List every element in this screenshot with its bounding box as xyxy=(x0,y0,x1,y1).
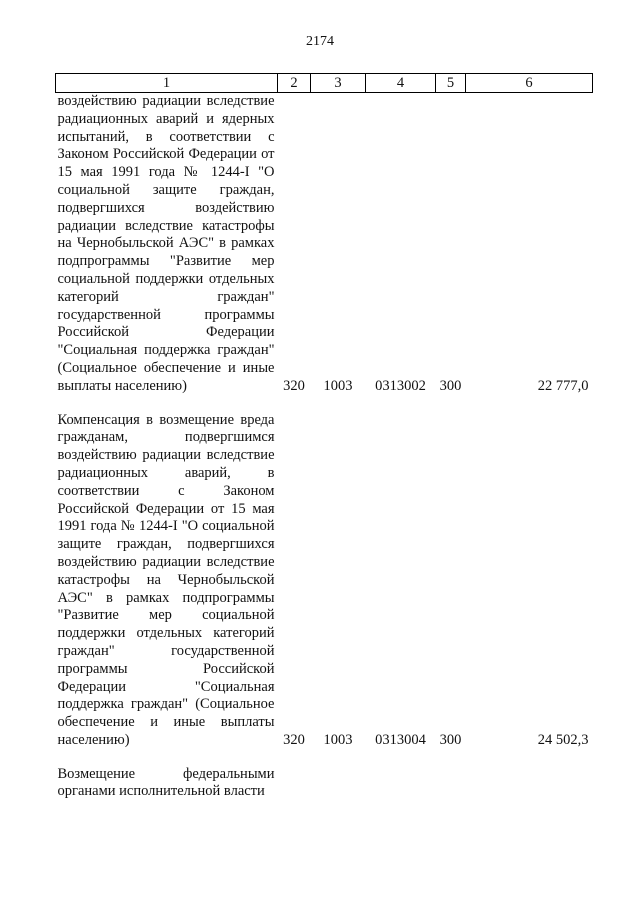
row-section-code: 1003 xyxy=(323,731,353,748)
budget-table xyxy=(55,73,593,801)
column-header-2: 2 xyxy=(278,74,311,93)
table-row xyxy=(56,766,593,802)
column-header-5: 5 xyxy=(436,74,466,93)
table-row xyxy=(56,93,593,396)
page-number: 2174 xyxy=(306,34,334,49)
row-ministry-code xyxy=(278,766,311,802)
row-section-code xyxy=(311,766,366,802)
row-target-code: 0313002 xyxy=(375,377,426,394)
row-amount xyxy=(466,766,593,802)
column-header-4: 4 xyxy=(366,74,436,93)
row-spacer xyxy=(56,750,593,766)
row-spacer xyxy=(56,396,593,412)
row-expense-type: 300 xyxy=(439,377,462,394)
row-ministry-code: 320 xyxy=(283,731,305,748)
row-ministry-code: 320 xyxy=(283,377,305,394)
row-description: воздействию радиации вследствие радиационных аварий и ядерных испытаний, в соответствии с Законом Российской Федерации от 15 мая 1991 года № 1244-I "О социальной защите граждан, подвергшихся воздействию радиации вследствие катастрофы на Чернобыльской АЭС" в рамках подпрограммы "Развитие мер социальной поддержки отдельных категорий граждан" государственной программы Российской Федерации "Социальная поддержка граждан" (Социальное обеспечение и иные выплаты населению) xyxy=(57,93,275,394)
row-section-code: 1003 xyxy=(323,377,353,394)
row-target-code: 0313004 xyxy=(375,731,426,748)
row-target-code xyxy=(366,766,436,802)
row-amount: 22 777,0 xyxy=(537,377,589,394)
row-description: Компенсация в возмещение вреда гражданам, подвергшимся воздействию радиации вследствие радиационных аварий, в соответствии с Законом Российской Федерации от 15 мая 1991 года № 1244-I "О социальной защите граждан, подвергшихся воздействию радиации вследствие катастрофы на Чернобыльской АЭС" в рамках подпрограммы "Развитие мер социальной поддержки отдельных категорий граждан" государственной программы Российской Федерации "Социальная поддержка граждан" (Социальное обеспечение и иные выплаты населению) xyxy=(57,411,275,748)
row-description: Возмещение федеральными органами исполнительной власти xyxy=(57,765,275,800)
table-header xyxy=(56,74,593,93)
row-amount: 24 502,3 xyxy=(537,731,589,748)
row-expense-type: 300 xyxy=(439,731,462,748)
column-header-6: 6 xyxy=(466,74,593,93)
table-row xyxy=(56,412,593,750)
column-header-1: 1 xyxy=(56,74,278,93)
header-row xyxy=(56,74,593,93)
column-header-3: 3 xyxy=(311,74,366,93)
row-expense-type xyxy=(436,766,466,802)
table-body xyxy=(56,93,593,802)
